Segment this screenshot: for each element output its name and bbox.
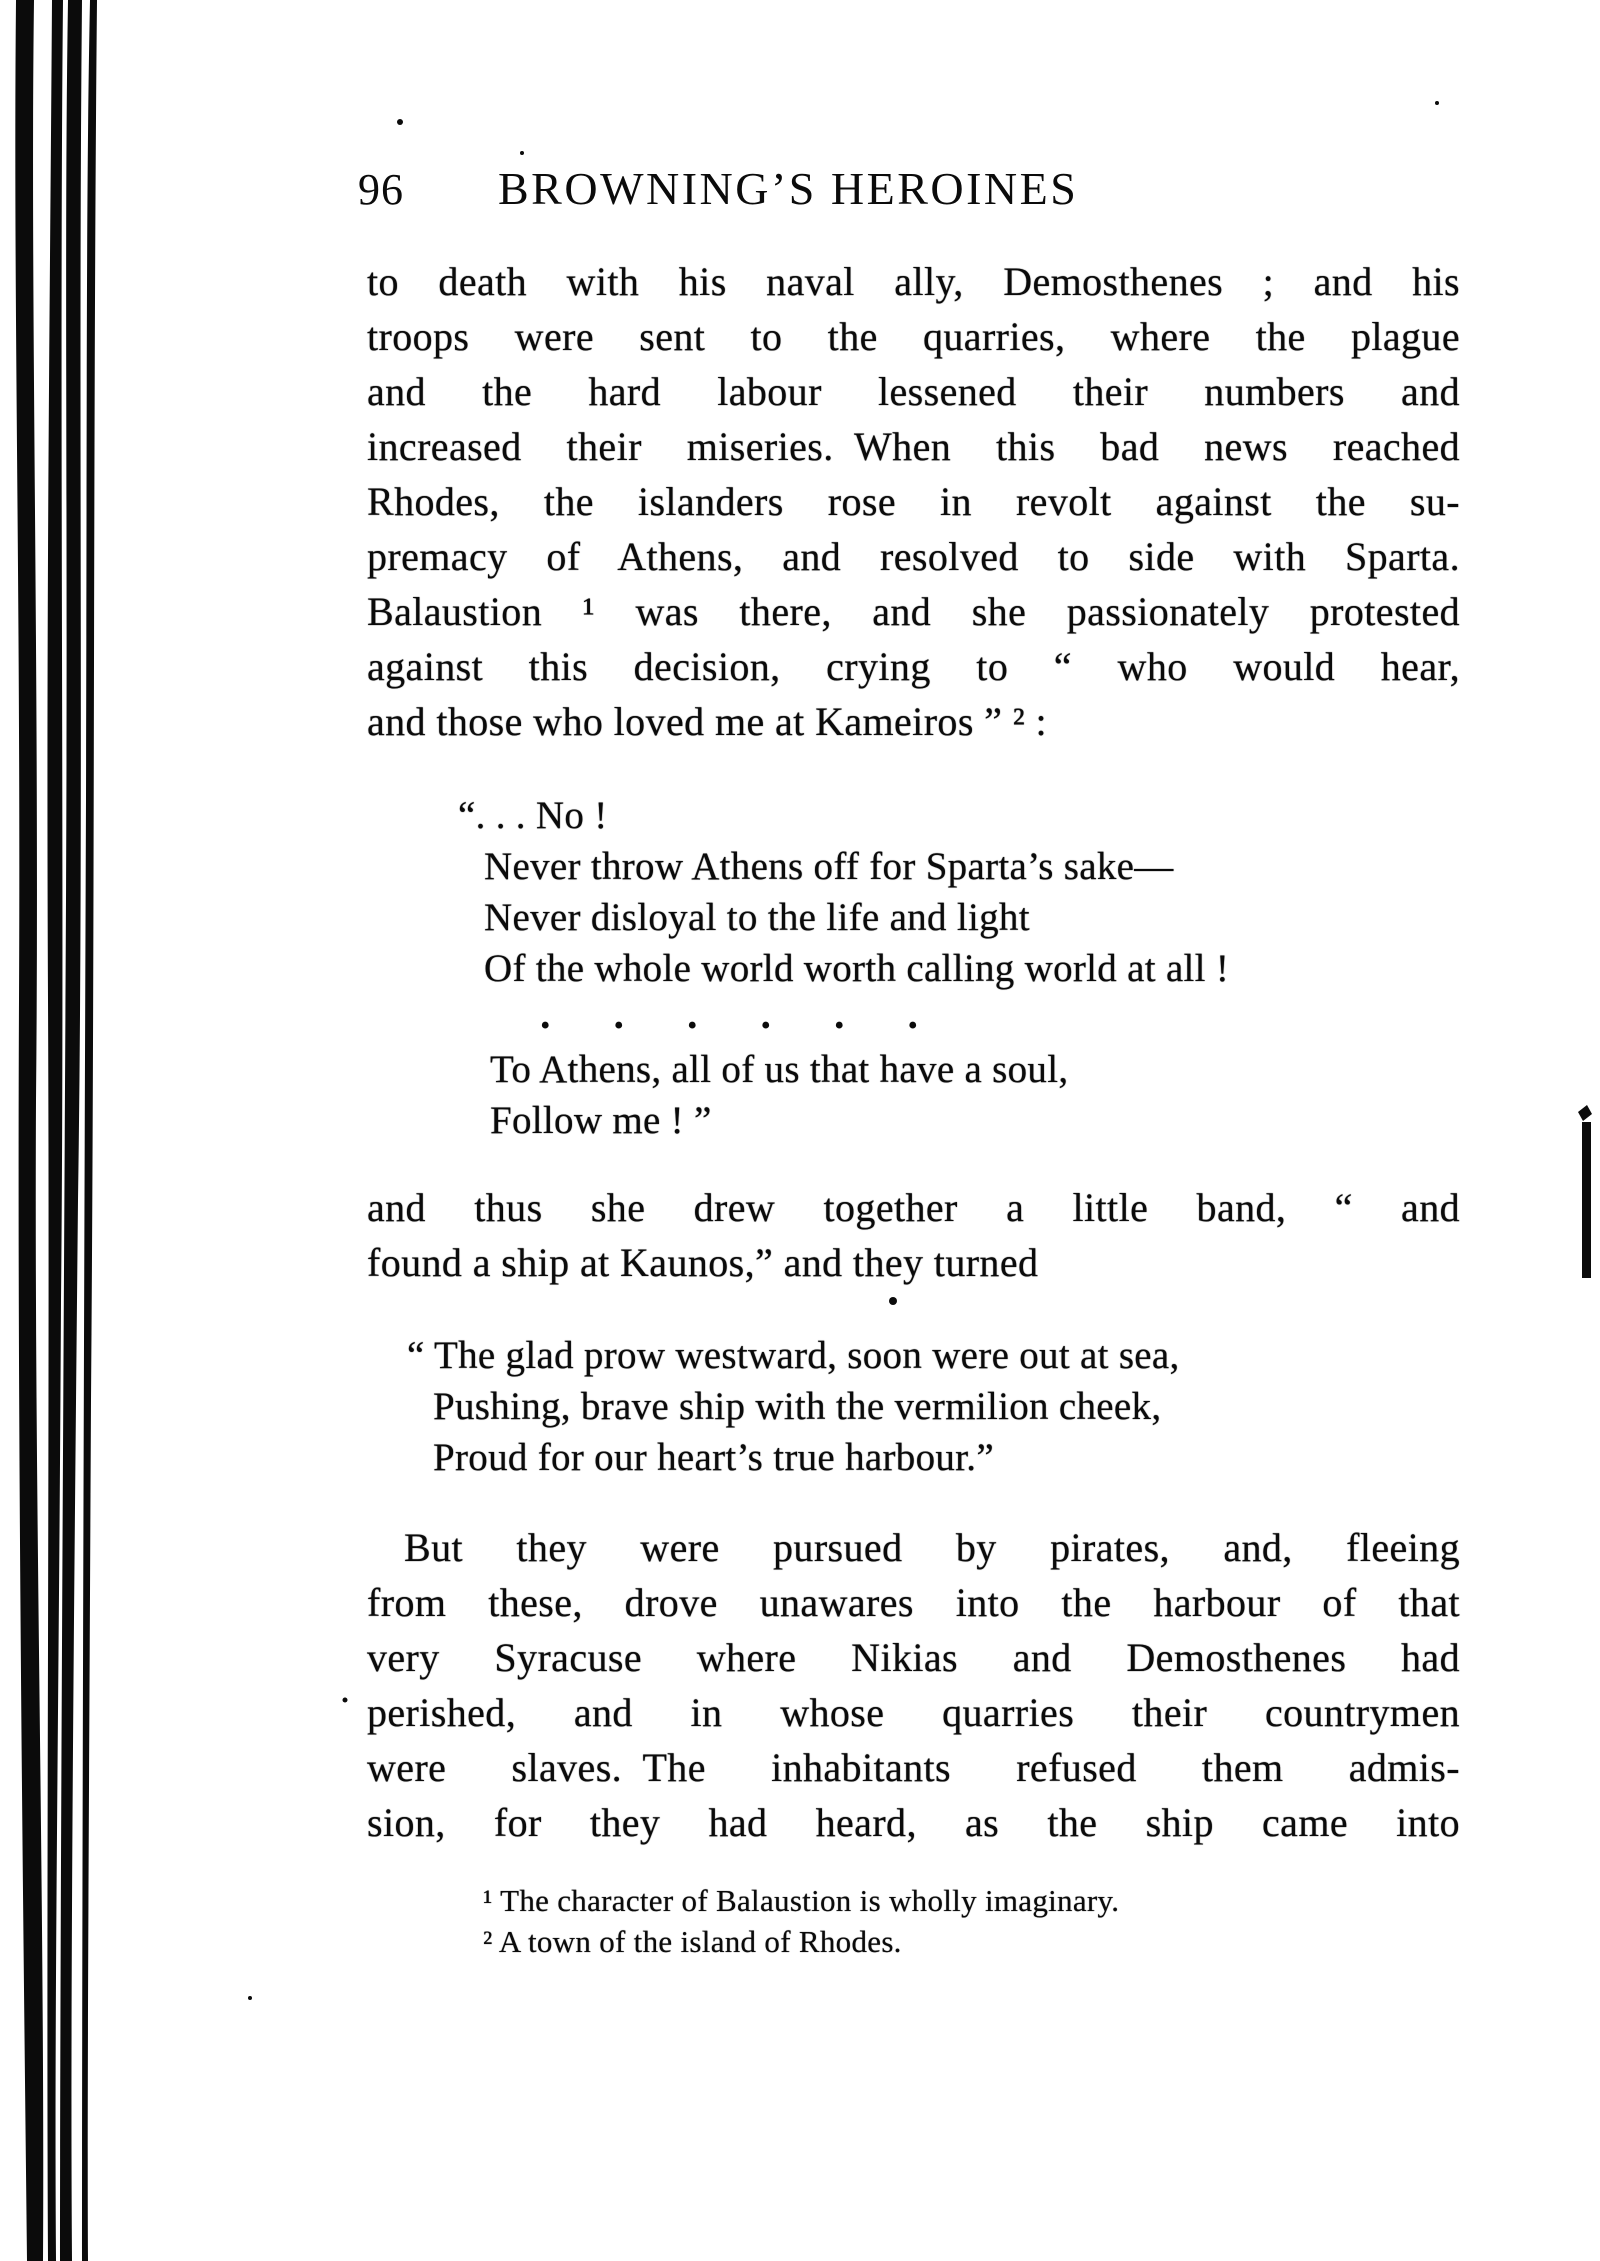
ink-speck bbox=[248, 1996, 252, 2000]
text-line: from these, drove unawares into the harbour of that bbox=[367, 1580, 1460, 1625]
text-line: perished, and in whose quarries their countrymen bbox=[367, 1690, 1460, 1735]
separator-dot: . bbox=[760, 992, 771, 1038]
ink-speck bbox=[520, 151, 524, 155]
verse-line: Never throw Athens off for Sparta’s sake— bbox=[484, 845, 1174, 888]
text-line: premacy of Athens, and resolved to side with Sparta. bbox=[367, 534, 1460, 579]
footnote-line: ² A town of the island of Rhodes. bbox=[483, 1924, 902, 1959]
footnotes bbox=[483, 1880, 1119, 1962]
binding-streak bbox=[15, 0, 43, 2261]
verse-quote-2 bbox=[407, 1330, 1180, 1483]
ink-bar-right bbox=[1582, 1122, 1591, 1278]
paragraph-3 bbox=[367, 1520, 1460, 1850]
binding-streak bbox=[82, 0, 97, 2261]
text-line: increased their miseries. When this bad news reached bbox=[367, 424, 1460, 469]
ink-speck bbox=[1578, 1105, 1592, 1121]
text-line: were slaves. The inhabitants refused them admis- bbox=[367, 1745, 1460, 1790]
text-line: very Syracuse where Nikias and Demosthenes had bbox=[367, 1635, 1460, 1680]
ink-speck bbox=[397, 119, 403, 125]
text-line: to death with his naval ally, Demosthenes ; and his bbox=[367, 259, 1460, 304]
text-line: Balaustion ¹ was there, and she passionately protested bbox=[367, 589, 1460, 634]
text-line: found a ship at Kaunos,” and they turned bbox=[367, 1240, 1039, 1285]
binding-streak bbox=[47, 0, 63, 2261]
separator-dot: . bbox=[907, 992, 918, 1038]
text-line: and those who loved me at Kameiros ” ² : bbox=[367, 699, 1048, 744]
verse-line: “ The glad prow westward, soon were out at sea, bbox=[407, 1334, 1180, 1377]
paragraph-1 bbox=[367, 254, 1460, 749]
binding-streak bbox=[60, 0, 82, 2261]
verse-ellipsis-separator bbox=[540, 994, 918, 1036]
paragraph-2 bbox=[367, 1180, 1460, 1290]
ink-speck bbox=[343, 1698, 348, 1703]
text-line: and thus she drew together a little band, “ and bbox=[367, 1185, 1460, 1230]
verse-line: To Athens, all of us that have a soul, bbox=[490, 1048, 1069, 1091]
page-number: 96 bbox=[358, 165, 404, 214]
verse-line: Pushing, brave ship with the vermilion cheek, bbox=[433, 1385, 1162, 1428]
text-line: troops were sent to the quarries, where the plague bbox=[367, 314, 1460, 359]
ink-speck bbox=[889, 1297, 897, 1305]
verse-quote-1-continued bbox=[490, 1044, 1068, 1146]
separator-dot: . bbox=[540, 992, 551, 1038]
verse-line: Of the whole world worth calling world at all ! bbox=[484, 947, 1230, 990]
text-line: and the hard labour lessened their numbers and bbox=[367, 369, 1460, 414]
ink-speck bbox=[1435, 101, 1439, 105]
footnote-line: ¹ The character of Balaustion is wholly imaginary. bbox=[483, 1883, 1120, 1918]
verse-line: Never disloyal to the life and light bbox=[484, 896, 1030, 939]
separator-dot: . bbox=[834, 992, 845, 1038]
text-line: against this decision, crying to “ who would hear, bbox=[367, 644, 1460, 689]
text-line: Rhodes, the islanders rose in revolt against the su- bbox=[367, 479, 1460, 524]
verse-line: Follow me ! ” bbox=[490, 1099, 712, 1142]
verse-line: Proud for our heart’s true harbour.” bbox=[433, 1436, 994, 1479]
running-title: BROWNING’S HEROINES bbox=[498, 163, 1079, 214]
verse-line: “. . . No ! bbox=[458, 794, 608, 837]
verse-quote-1 bbox=[458, 790, 1230, 994]
text-line: sion, for they had heard, as the ship came into bbox=[367, 1800, 1460, 1845]
separator-dot: . bbox=[613, 992, 624, 1038]
separator-dot: . bbox=[687, 992, 698, 1038]
text-line: But they were pursued by pirates, and, fleeing bbox=[404, 1525, 1460, 1570]
